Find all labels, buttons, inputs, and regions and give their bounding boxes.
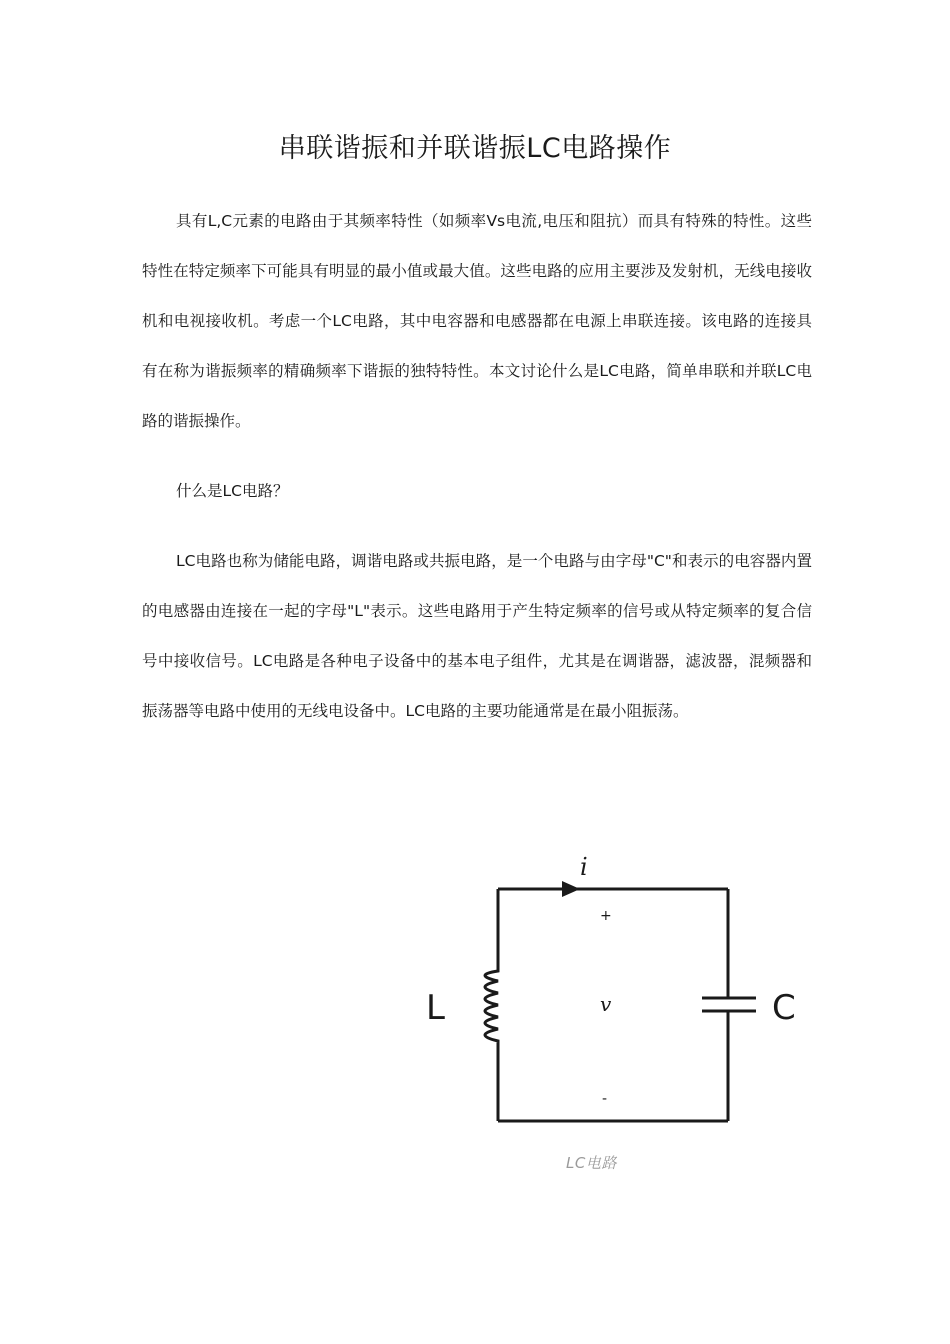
current-label: i — [580, 853, 588, 881]
paragraph-intro: 具有L,C元素的电路由于其频率特性（如频率Vs电流,电压和阻抗）而具有特殊的特性。这些特性在特定频率下可能具有明显的最小值或最大值。这些电路的应用主要涉及发射机，无线电接收机和电视接收机。考虑一个LC电路，其中电容器和电感器都在电源上串联连接。该电路的连接具有在称为谐振频率的精确频率下谐振的独特特性。本文讨论什么是LC电路，简单串联和并联LC电路的谐振操作。 — [142, 212, 812, 430]
section-heading: 什么是LC电路？ — [176, 482, 289, 500]
capacitor-label: C — [772, 988, 796, 1028]
current-arrow-icon — [562, 881, 580, 897]
paragraph-definition: LC电路也称为储能电路，调谐电路或共振电路，是一个电路与由字母"C"和表示的电容器内置的电感器由连接在一起的字母"L"表示。这些电路用于产生特定频率的信号或从特定频率的复合信号中接收信号。LC电路是各种电子设备中的基本电子组件，尤其是在调谐器，滤波器，混频器和振荡器等电路中使用的无线电设备中。LC电路的主要功能通常是在最小阻振荡。 — [142, 552, 812, 720]
lc-circuit-diagram — [410, 845, 830, 1145]
page-title: 串联谐振和并联谐振LC电路操作 — [278, 133, 672, 164]
plus-label: + — [600, 908, 612, 924]
inductor-symbol — [485, 965, 498, 1043]
voltage-label: v — [600, 992, 612, 1016]
minus-label: - — [602, 1091, 608, 1107]
lc-circuit-figure — [410, 845, 830, 1185]
inductor-label: L — [426, 988, 445, 1028]
figure-caption: LC电路 — [566, 1154, 617, 1172]
